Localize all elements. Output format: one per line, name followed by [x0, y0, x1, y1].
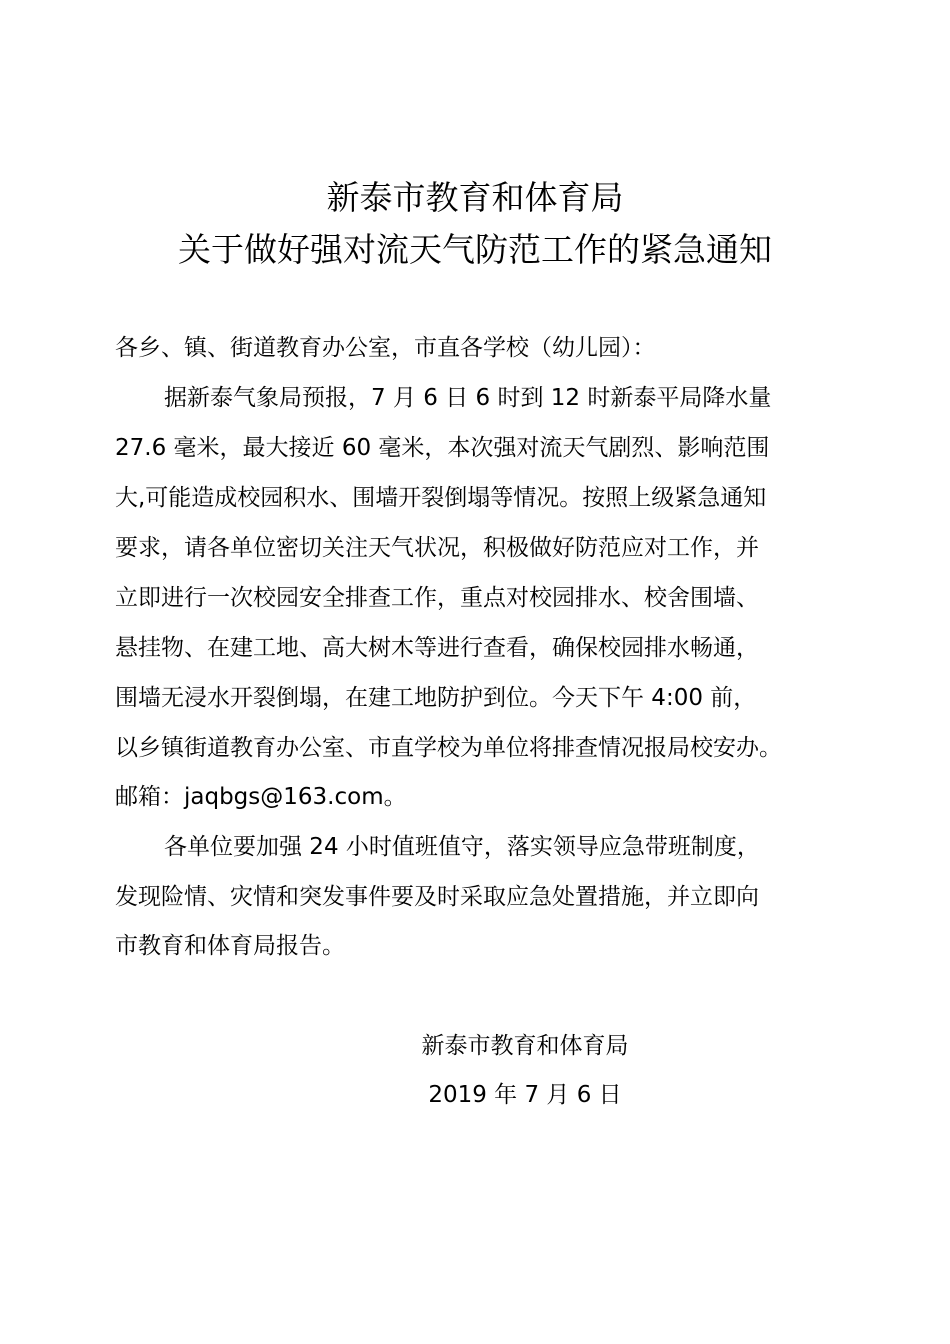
paragraph-1-line: 27.6 毫米，最大接近 60 毫米，本次强对流天气剧烈、影响范围	[115, 435, 770, 461]
paragraph-1-line: 大,可能造成校园积水、围墙开裂倒塌等情况。按照上级紧急通知	[115, 485, 767, 511]
paragraph-2-line: 各单位要加强 24 小时值班值守，落实领导应急带班制度，	[164, 834, 760, 860]
paragraph-1-line: 以乡镇街道教育办公室、市直学校为单位将排查情况报局校安办。	[115, 735, 782, 761]
document-title-line-2: 关于做好强对流天气防范工作的紧急通知	[178, 230, 772, 269]
paragraph-2-line: 市教育和体育局报告。	[115, 933, 345, 959]
paragraph-2-line: 发现险情、灾情和突发事件要及时采取应急处置措施，并立即向	[115, 884, 759, 910]
paragraph-1-line: 围墙无浸水开裂倒塌，在建工地防护到位。今天下午 4:00 前，	[115, 685, 757, 711]
email-line: 邮箱：jaqbgs@163.com。	[115, 784, 407, 810]
paragraph-1-line: 据新泰气象局预报，7 月 6 日 6 时到 12 时新泰平局降水量	[164, 385, 772, 411]
signature-organization: 新泰市教育和体育局	[421, 1033, 629, 1059]
document-title-line-1: 新泰市教育和体育局	[326, 178, 624, 217]
signature-date: 2019 年 7 月 6 日	[428, 1082, 622, 1108]
paragraph-1-line: 悬挂物、在建工地、高大树木等进行查看，确保校园排水畅通，	[115, 635, 759, 661]
paragraph-1-line: 要求，请各单位密切关注天气状况，积极做好防范应对工作，并	[115, 535, 759, 561]
salutation: 各乡、镇、街道教育办公室，市直各学校（幼儿园）：	[115, 335, 656, 361]
paragraph-1-line: 立即进行一次校园安全排查工作，重点对校园排水、校舍围墙、	[115, 585, 759, 611]
